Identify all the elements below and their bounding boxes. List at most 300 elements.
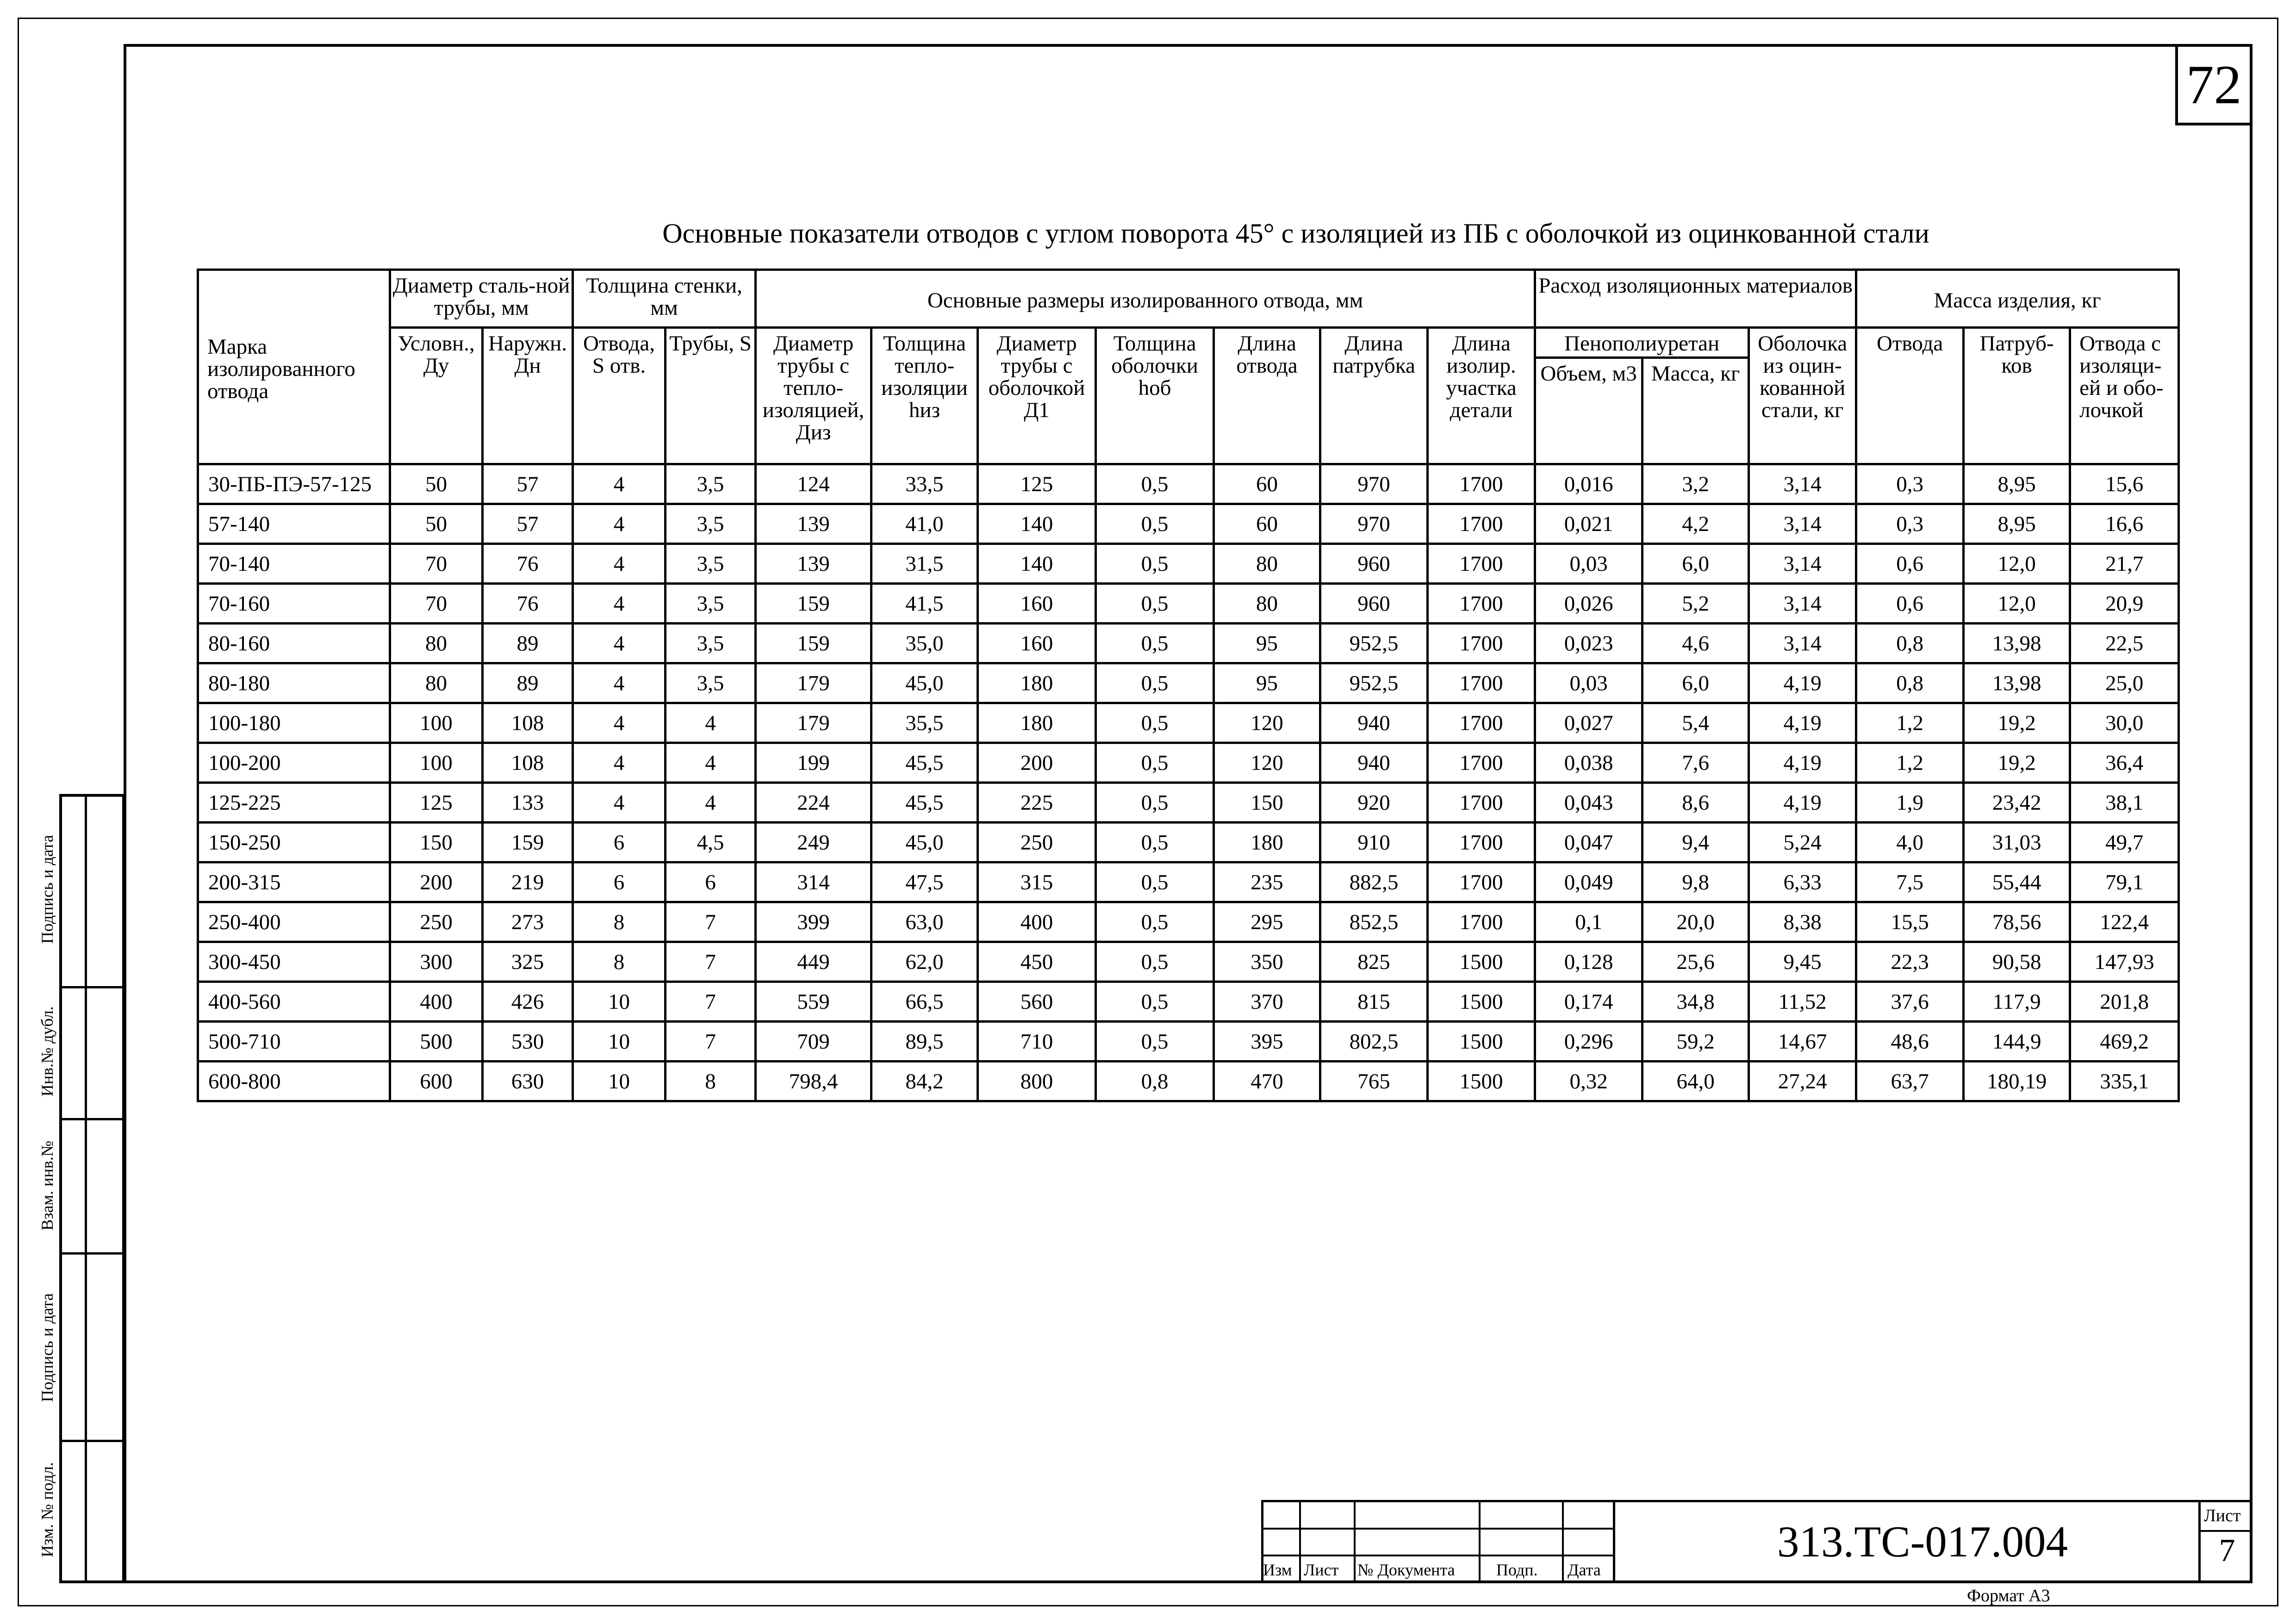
- table-cell: 50: [390, 464, 483, 504]
- table-cell: 15,6: [2070, 464, 2179, 504]
- table-cell: 95: [1214, 663, 1320, 703]
- table-cell: 30,0: [2070, 703, 2179, 743]
- table-cell: 5,24: [1749, 823, 1856, 862]
- table-row: [198, 982, 2179, 1022]
- row-mark-cell: 150-250: [198, 823, 390, 862]
- side-label-orig-inv: Изм. № подл.: [38, 1462, 56, 1557]
- table-cell: 802,5: [1320, 1022, 1428, 1062]
- table-row: [198, 624, 2179, 663]
- row-mark-cell: 300-450: [198, 942, 390, 982]
- table-cell: 4,2: [1643, 504, 1749, 544]
- table-cell: 45,5: [871, 743, 978, 783]
- table-cell: 41,0: [871, 504, 978, 544]
- table-cell: 80: [390, 624, 483, 663]
- table-row: [198, 743, 2179, 783]
- table-body: [198, 464, 2179, 1101]
- table-cell: 8,6: [1643, 783, 1749, 823]
- header-m-otv: Отвода: [1856, 328, 1964, 464]
- table-cell: 47,5: [871, 862, 978, 902]
- row-mark-cell: 30-ПБ-ПЭ-57-125: [198, 464, 390, 504]
- table-cell: 300: [390, 942, 483, 982]
- table-cell: 79,1: [2070, 862, 2179, 902]
- table-cell: 0,03: [1535, 663, 1643, 703]
- table-cell: 180: [1214, 823, 1320, 862]
- table-cell: 0,5: [1096, 823, 1214, 862]
- table-cell: 55,44: [1964, 862, 2070, 902]
- table-row: [198, 1062, 2179, 1101]
- table-cell: 27,24: [1749, 1062, 1856, 1101]
- table-cell: 952,5: [1320, 663, 1428, 703]
- table-cell: 0,5: [1096, 584, 1214, 624]
- table-cell: 3,5: [666, 544, 756, 584]
- table-cell: 3,14: [1749, 624, 1856, 663]
- header-s-otv: Отвода, S отв.: [573, 328, 666, 464]
- table-cell: 940: [1320, 703, 1428, 743]
- table-cell: 449: [756, 942, 871, 982]
- table-cell: 0,32: [1535, 1062, 1643, 1101]
- table-cell: 630: [483, 1062, 573, 1101]
- table-cell: 100: [390, 703, 483, 743]
- table-cell: 1700: [1428, 902, 1535, 942]
- table-cell: 1500: [1428, 942, 1535, 982]
- table-cell: 798,4: [756, 1062, 871, 1101]
- header-mark: Марка изолированного отвода: [198, 270, 390, 464]
- table-cell: 8,95: [1964, 504, 2070, 544]
- table-cell: 4,6: [1643, 624, 1749, 663]
- table-cell: 0,5: [1096, 942, 1214, 982]
- table-cell: 200: [978, 743, 1096, 783]
- table-cell: 765: [1320, 1062, 1428, 1101]
- format-label: Формат А3: [1967, 1586, 2050, 1605]
- table-cell: 3,14: [1749, 544, 1856, 584]
- table-cell: 0,027: [1535, 703, 1643, 743]
- table-cell: 90,58: [1964, 942, 2070, 982]
- row-mark-cell: 80-160: [198, 624, 390, 663]
- table-cell: 4: [573, 544, 666, 584]
- table-cell: 0,5: [1096, 464, 1214, 504]
- table-cell: 0,5: [1096, 902, 1214, 942]
- table-cell: 125: [978, 464, 1096, 504]
- table-cell: 37,6: [1856, 982, 1964, 1022]
- specs-table: [197, 269, 2180, 1102]
- table-cell: 31,5: [871, 544, 978, 584]
- row-mark-cell: 100-200: [198, 743, 390, 783]
- table-cell: 10: [573, 1022, 666, 1062]
- table-cell: 159: [756, 584, 871, 624]
- table-cell: 249: [756, 823, 871, 862]
- table-cell: 970: [1320, 464, 1428, 504]
- table-cell: 25,0: [2070, 663, 2179, 703]
- table-cell: 89: [483, 624, 573, 663]
- table-cell: 3,5: [666, 504, 756, 544]
- table-cell: 7: [666, 1022, 756, 1062]
- table-cell: 0,5: [1096, 982, 1214, 1022]
- table-row: [198, 1022, 2179, 1062]
- table-cell: 1700: [1428, 823, 1535, 862]
- table-cell: 910: [1320, 823, 1428, 862]
- table-cell: 62,0: [871, 942, 978, 982]
- table-cell: 1,9: [1856, 783, 1964, 823]
- table-cell: 180,19: [1964, 1062, 2070, 1101]
- table-cell: 4: [573, 624, 666, 663]
- table-cell: 13,98: [1964, 663, 2070, 703]
- table-cell: 4,0: [1856, 823, 1964, 862]
- table-cell: 1500: [1428, 1022, 1535, 1062]
- table-cell: 852,5: [1320, 902, 1428, 942]
- table-cell: 133: [483, 783, 573, 823]
- table-cell: 0,6: [1856, 544, 1964, 584]
- table-cell: 0,016: [1535, 464, 1643, 504]
- header-volume: Объем, м3: [1535, 358, 1643, 464]
- table-cell: 0,3: [1856, 464, 1964, 504]
- table-cell: 139: [756, 504, 871, 544]
- table-cell: 235: [1214, 862, 1320, 902]
- sheet-number: 7: [2219, 1533, 2235, 1568]
- table-cell: 350: [1214, 942, 1320, 982]
- table-cell: 0,5: [1096, 544, 1214, 584]
- table-cell: 1500: [1428, 1062, 1535, 1101]
- table-cell: 4: [573, 584, 666, 624]
- side-stamp-column: [59, 794, 87, 1583]
- table-cell: 4: [573, 703, 666, 743]
- table-cell: 3,14: [1749, 464, 1856, 504]
- table-cell: 335,1: [2070, 1062, 2179, 1101]
- table-cell: 8: [573, 942, 666, 982]
- table-cell: 10: [573, 982, 666, 1022]
- table-cell: 13,98: [1964, 624, 2070, 663]
- table-cell: 273: [483, 902, 573, 942]
- table-cell: 6,0: [1643, 663, 1749, 703]
- table-cell: 0,5: [1096, 743, 1214, 783]
- table-cell: 7: [666, 902, 756, 942]
- table-cell: 600: [390, 1062, 483, 1101]
- side-label-signature-1: Подпись и дата: [38, 835, 56, 944]
- table-cell: 0,296: [1535, 1022, 1643, 1062]
- table-cell: 0,021: [1535, 504, 1643, 544]
- table-cell: 0,023: [1535, 624, 1643, 663]
- document-number: 313.ТС-017.004: [1777, 1517, 2068, 1566]
- table-cell: 6,33: [1749, 862, 1856, 902]
- table-cell: 45,0: [871, 823, 978, 862]
- table-cell: 314: [756, 862, 871, 902]
- table-cell: 63,0: [871, 902, 978, 942]
- header-pipe-diameter: Диаметр сталь-ной трубы, мм: [390, 270, 573, 328]
- table-cell: 0,5: [1096, 783, 1214, 823]
- table-cell: 45,0: [871, 663, 978, 703]
- table-cell: 179: [756, 703, 871, 743]
- table-cell: 4,5: [666, 823, 756, 862]
- table-cell: 12,0: [1964, 544, 2070, 584]
- table-cell: 4,19: [1749, 743, 1856, 783]
- table-cell: 34,8: [1643, 982, 1749, 1022]
- table-row: [198, 902, 2179, 942]
- header-main-dims: Основные размеры изолированного отвода, мм: [756, 270, 1535, 328]
- table-cell: 960: [1320, 584, 1428, 624]
- table-cell: 23,42: [1964, 783, 2070, 823]
- table-cell: 14,67: [1749, 1022, 1856, 1062]
- table-cell: 5,2: [1643, 584, 1749, 624]
- table-cell: 7: [666, 942, 756, 982]
- table-cell: 0,8: [1096, 1062, 1214, 1101]
- table-cell: 89,5: [871, 1022, 978, 1062]
- table-row: [198, 703, 2179, 743]
- table-cell: 0,5: [1096, 703, 1214, 743]
- table-cell: 1700: [1428, 464, 1535, 504]
- table-cell: 70: [390, 584, 483, 624]
- table-row: [198, 823, 2179, 862]
- table-cell: 159: [483, 823, 573, 862]
- row-mark-cell: 57-140: [198, 504, 390, 544]
- table-cell: 35,0: [871, 624, 978, 663]
- table-cell: 7: [666, 982, 756, 1022]
- table-cell: 9,4: [1643, 823, 1749, 862]
- page-number: 72: [2175, 44, 2252, 125]
- table-cell: 31,03: [1964, 823, 2070, 862]
- table-cell: 709: [756, 1022, 871, 1062]
- table-cell: 36,4: [2070, 743, 2179, 783]
- table-cell: 25,6: [1643, 942, 1749, 982]
- table-cell: 84,2: [871, 1062, 978, 1101]
- table-cell: 9,45: [1749, 942, 1856, 982]
- table-cell: 78,56: [1964, 902, 2070, 942]
- table-cell: 9,8: [1643, 862, 1749, 902]
- row-mark-cell: 500-710: [198, 1022, 390, 1062]
- stamp-podp: Подп.: [1496, 1561, 1538, 1579]
- header-hiz: Толщина тепло-изоляции hиз: [871, 328, 978, 464]
- table-cell: 22,5: [2070, 624, 2179, 663]
- header-wall-thickness: Толщина стенки, мм: [573, 270, 756, 328]
- table-cell: 250: [978, 823, 1096, 862]
- table-cell: 4: [573, 783, 666, 823]
- table-cell: 1,2: [1856, 703, 1964, 743]
- table-cell: 395: [1214, 1022, 1320, 1062]
- table-cell: 1500: [1428, 982, 1535, 1022]
- side-label-replace-inv: Взам. инв.№: [38, 1141, 56, 1230]
- header-m-total: Отвода с изоляци-ей и обо-лочкой: [2070, 328, 2179, 464]
- header-s-pipe: Трубы, S: [666, 328, 756, 464]
- table-cell: 530: [483, 1022, 573, 1062]
- table-row: [198, 942, 2179, 982]
- header-product-mass: Масса изделия, кг: [1856, 270, 2179, 328]
- table-cell: 0,5: [1096, 663, 1214, 703]
- table-cell: 325: [483, 942, 573, 982]
- table-cell: 70: [390, 544, 483, 584]
- table-row: [198, 663, 2179, 703]
- table-cell: 800: [978, 1062, 1096, 1101]
- table-cell: 33,5: [871, 464, 978, 504]
- table-cell: 815: [1320, 982, 1428, 1022]
- table-cell: 57: [483, 464, 573, 504]
- table-cell: 952,5: [1320, 624, 1428, 663]
- table-cell: 16,6: [2070, 504, 2179, 544]
- table-cell: 144,9: [1964, 1022, 2070, 1062]
- header-d1: Диаметр трубы с оболочкой Д1: [978, 328, 1096, 464]
- row-mark-cell: 125-225: [198, 783, 390, 823]
- row-mark-cell: 400-560: [198, 982, 390, 1022]
- table-cell: 426: [483, 982, 573, 1022]
- table-cell: 159: [756, 624, 871, 663]
- table-cell: 0,8: [1856, 663, 1964, 703]
- table-row: [198, 783, 2179, 823]
- table-cell: 95: [1214, 624, 1320, 663]
- table-cell: 710: [978, 1022, 1096, 1062]
- table-row: [198, 584, 2179, 624]
- table-cell: 199: [756, 743, 871, 783]
- header-len-patr: Длина патрубка: [1320, 328, 1428, 464]
- row-mark-cell: 600-800: [198, 1062, 390, 1101]
- table-cell: 63,7: [1856, 1062, 1964, 1101]
- table-cell: 1700: [1428, 783, 1535, 823]
- table-cell: 4,19: [1749, 703, 1856, 743]
- table-cell: 180: [978, 703, 1096, 743]
- table-cell: 0,5: [1096, 624, 1214, 663]
- side-label-dup-inv: Инв.№ дубл.: [38, 1006, 56, 1097]
- table-cell: 122,4: [2070, 902, 2179, 942]
- stamp-data: Дата: [1568, 1561, 1601, 1579]
- table-cell: 560: [978, 982, 1096, 1022]
- table-cell: 59,2: [1643, 1022, 1749, 1062]
- table-cell: 4: [573, 504, 666, 544]
- table-cell: 0,128: [1535, 942, 1643, 982]
- table-cell: 0,6: [1856, 584, 1964, 624]
- row-mark-cell: 100-180: [198, 703, 390, 743]
- table-cell: 1700: [1428, 624, 1535, 663]
- table-cell: 8: [666, 1062, 756, 1101]
- table-cell: 295: [1214, 902, 1320, 942]
- table-cell: 120: [1214, 703, 1320, 743]
- table-cell: 19,2: [1964, 743, 2070, 783]
- table-cell: 200: [390, 862, 483, 902]
- table-cell: 4: [666, 783, 756, 823]
- table-cell: 7,6: [1643, 743, 1749, 783]
- table-cell: 6,0: [1643, 544, 1749, 584]
- table-cell: 559: [756, 982, 871, 1022]
- table-cell: 470: [1214, 1062, 1320, 1101]
- table-cell: 4,19: [1749, 783, 1856, 823]
- table-cell: 1700: [1428, 584, 1535, 624]
- table-cell: 120: [1214, 743, 1320, 783]
- table-cell: 825: [1320, 942, 1428, 982]
- table-cell: 0,174: [1535, 982, 1643, 1022]
- table-cell: 469,2: [2070, 1022, 2179, 1062]
- table-cell: 4: [573, 464, 666, 504]
- table-cell: 960: [1320, 544, 1428, 584]
- table-cell: 160: [978, 624, 1096, 663]
- table-cell: 5,4: [1643, 703, 1749, 743]
- table-cell: 1700: [1428, 862, 1535, 902]
- table-cell: 11,52: [1749, 982, 1856, 1022]
- table-cell: 8: [573, 902, 666, 942]
- table-cell: 0,043: [1535, 783, 1643, 823]
- header-len-otv: Длина отвода: [1214, 328, 1320, 464]
- table-cell: 0,5: [1096, 1022, 1214, 1062]
- header-dn: Наружн. Дн: [483, 328, 573, 464]
- table-cell: 179: [756, 663, 871, 703]
- table-cell: 920: [1320, 783, 1428, 823]
- table-cell: 3,5: [666, 663, 756, 703]
- table-cell: 1700: [1428, 504, 1535, 544]
- table-cell: 35,5: [871, 703, 978, 743]
- table-cell: 1700: [1428, 544, 1535, 584]
- table-cell: 0,3: [1856, 504, 1964, 544]
- table-cell: 49,7: [2070, 823, 2179, 862]
- table-cell: 370: [1214, 982, 1320, 1022]
- table-cell: 0,038: [1535, 743, 1643, 783]
- table-cell: 89: [483, 663, 573, 703]
- table-cell: 6: [666, 862, 756, 902]
- row-mark-cell: 70-140: [198, 544, 390, 584]
- table-cell: 400: [390, 982, 483, 1022]
- table-cell: 970: [1320, 504, 1428, 544]
- table-cell: 48,6: [1856, 1022, 1964, 1062]
- table-cell: 50: [390, 504, 483, 544]
- header-diz: Диаметр трубы с тепло-изоляцией, Диз: [756, 328, 871, 464]
- table-cell: 1700: [1428, 703, 1535, 743]
- table-cell: 315: [978, 862, 1096, 902]
- table-cell: 500: [390, 1022, 483, 1062]
- table-cell: 0,5: [1096, 862, 1214, 902]
- table-row: [198, 862, 2179, 902]
- table-cell: 6: [573, 862, 666, 902]
- table-cell: 60: [1214, 504, 1320, 544]
- table-row: [198, 504, 2179, 544]
- side-label-signature-2: Подпись и дата: [38, 1293, 56, 1402]
- table-cell: 20,9: [2070, 584, 2179, 624]
- table-cell: 124: [756, 464, 871, 504]
- table-cell: 225: [978, 783, 1096, 823]
- table-cell: 10: [573, 1062, 666, 1101]
- table-cell: 1700: [1428, 743, 1535, 783]
- table-cell: 160: [978, 584, 1096, 624]
- table-cell: 140: [978, 504, 1096, 544]
- table-cell: 19,2: [1964, 703, 2070, 743]
- row-mark-cell: 200-315: [198, 862, 390, 902]
- table-cell: 76: [483, 544, 573, 584]
- header-len-iz: Длина изолир. участка детали: [1428, 328, 1535, 464]
- table-cell: 57: [483, 504, 573, 544]
- table-cell: 3,5: [666, 584, 756, 624]
- header-ppu: Пенополиуретан: [1535, 328, 1749, 358]
- table-cell: 224: [756, 783, 871, 823]
- table-cell: 15,5: [1856, 902, 1964, 942]
- table-cell: 76: [483, 584, 573, 624]
- header-shell: Оболочка из оцин-кованной стали, кг: [1749, 328, 1856, 464]
- header-insulation-consumption: Расход изоляционных материалов: [1535, 270, 1856, 328]
- table-cell: 108: [483, 703, 573, 743]
- table-cell: 250: [390, 902, 483, 942]
- table-cell: 4: [573, 743, 666, 783]
- table-cell: 3,5: [666, 624, 756, 663]
- stamp-list: Лист: [1304, 1561, 1339, 1579]
- table-cell: 100: [390, 743, 483, 783]
- table-cell: 3,2: [1643, 464, 1749, 504]
- table-cell: 6: [573, 823, 666, 862]
- table-cell: 219: [483, 862, 573, 902]
- table-cell: 0,1: [1535, 902, 1643, 942]
- table-row: [198, 544, 2179, 584]
- table-cell: 399: [756, 902, 871, 942]
- table-cell: 4,19: [1749, 663, 1856, 703]
- table-cell: 1,2: [1856, 743, 1964, 783]
- table-cell: 7,5: [1856, 862, 1964, 902]
- table-cell: 180: [978, 663, 1096, 703]
- table-cell: 400: [978, 902, 1096, 942]
- row-mark-cell: 70-160: [198, 584, 390, 624]
- header-mass: Масса, кг: [1643, 358, 1749, 464]
- header-du: Условн., Ду: [390, 328, 483, 464]
- table-cell: 60: [1214, 464, 1320, 504]
- table-cell: 4: [666, 743, 756, 783]
